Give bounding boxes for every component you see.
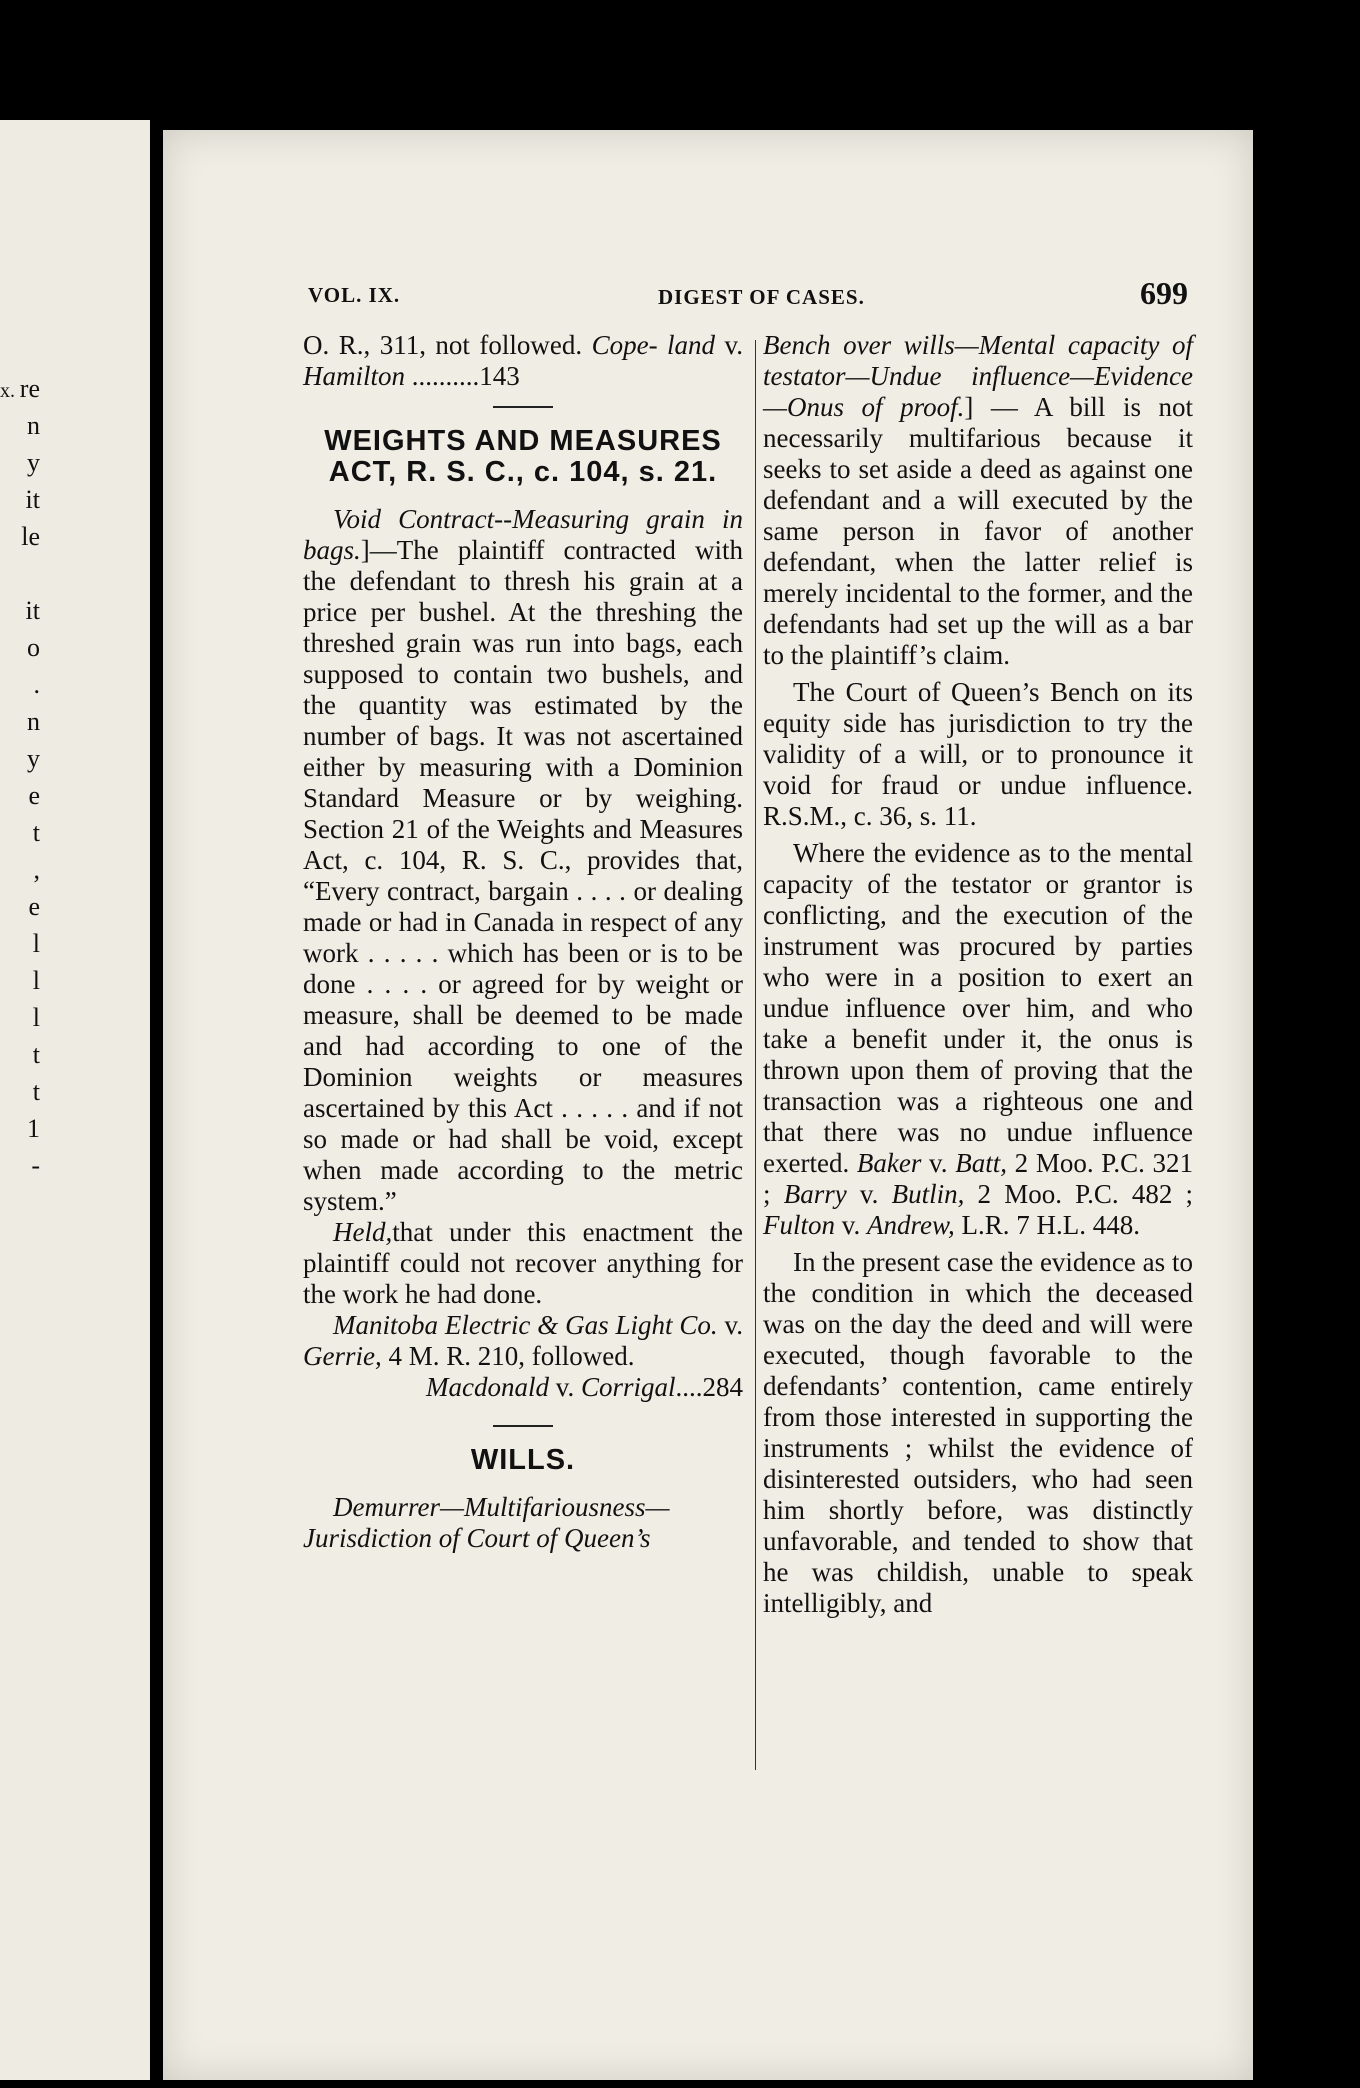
wills-continuation-paragraph	[763, 330, 1193, 671]
facing-page-fragment: n	[27, 707, 40, 736]
void-contract-title: Void Contract--Measuring grain in bags.	[303, 504, 743, 565]
cite-barry: Barry	[783, 1179, 847, 1209]
cite-moo-2: 2 Moo. P.C. 482 ;	[977, 1179, 1194, 1209]
opening-citation	[303, 330, 743, 392]
right-column	[763, 330, 1193, 1619]
opening-case-a: Cope-	[591, 330, 658, 360]
facing-page-fragment: .	[33, 670, 40, 699]
macdonald-case: Macdonald	[425, 1372, 549, 1402]
opening-text: O. R., 311, not followed.	[303, 330, 583, 360]
cite-v-1: v.	[929, 1148, 948, 1178]
facing-page-fragment: l	[32, 1003, 40, 1032]
facing-page-fragment: l	[32, 966, 40, 995]
facing-page-fragment: 1	[27, 1114, 40, 1143]
facing-page-fragment: n	[27, 411, 40, 440]
evidence-paragraph	[763, 838, 1193, 1241]
manitoba-case: Manitoba Electric & Gas Light	[333, 1310, 673, 1340]
held-paragraph	[303, 1217, 743, 1310]
corrigal-case: Corrigal	[580, 1372, 676, 1402]
column-divider	[755, 340, 756, 1770]
facing-page-fragment: l	[32, 929, 40, 958]
heading-line-2: ACT, R. S. C., c. 104, s. 21.	[328, 456, 718, 488]
wills-continuation-title: Bench over wills—Mental capacity of testator—Undue influence—Evidence—Onus of proof.	[763, 330, 1193, 422]
facing-page-fragment: le	[21, 522, 40, 551]
manitoba-gerrie: Gerrie,	[303, 1341, 382, 1371]
facing-page-fragment: re	[19, 374, 40, 403]
facing-page	[0, 120, 150, 2080]
cite-fulton: Fulton	[763, 1210, 835, 1240]
cite-batt: Batt,	[955, 1148, 1007, 1178]
opening-page-ref: ..........143	[411, 361, 520, 391]
present-case-paragraph: In the present case the evidence as to the condition in which the deceased was on the day the deed and will were executed, though favorable to the defendants’ contention, came entirely from those interested in supporting the instruments ; whilst the evidence of disinterested outsiders, who had seen him shortly before, was distinctly unfavorable, and tended to show that he was childish, unable to speak intelligibly, and	[763, 1247, 1193, 1618]
facing-page-fragment: y	[27, 744, 40, 773]
manitoba-citation	[303, 1310, 743, 1372]
macdonald-citation	[303, 1372, 743, 1403]
section-heading-weights	[303, 426, 743, 488]
void-contract-text: ]—The plaintiff contracted with the defendant to thresh his grain at a price per bushel. At the threshing the threshed grain was run into bags, each supposed to contain two bushels, and the quantity was estimated by the number of bags. It was not ascertained either by measuring with a Dominion Standard Measure or by weighing. Section 21 of the Weights and Measures Act, c. 104, R. S. C., provides that, “Every contract, bargain . . . . or dealing made or had in Canada in respect of any work . . . . . which has been or is to be done . . . . or agreed for by weight or measure, shall be deemed to be made and had according to one of the Dominion weights or measures ascertained by this Act . . . . . and if not so made or had shall be void, except when made according to the metric system.”	[303, 535, 743, 1216]
cite-baker: Baker	[856, 1148, 922, 1178]
facing-page-fragment: t	[32, 1077, 40, 1106]
evidence-text: Where the evidence as to the mental capacity of the testator or grantor is conflicting, and the execution of the instrument was procured by parties who were in a position to exert an undue influence over him, and who take a benefit under it, the onus is thrown upon them of proving that the transaction was a righteous one and that there was no undue influence exerted.	[763, 838, 1193, 1178]
manitoba-case-co: Co.	[679, 1310, 718, 1340]
page-number: 699	[1140, 275, 1188, 311]
wills-opening-title: Demurrer—Multifariousness—Jurisdiction of Court of Queen’s	[303, 1492, 670, 1553]
cite-v-2: v.	[859, 1179, 879, 1209]
section-rule-wills	[493, 1425, 553, 1427]
wills-continuation-text: ] — A bill is not necessarily multifarious because it seeks to set aside a deed as against one defendant and a will executed by the same person in favor of another defendant, when the latter relief is merely incidental to the former, and the defendants had set up the will as a bar to the plaintiff’s claim.	[763, 392, 1193, 670]
facing-page-text-fragments	[0, 370, 40, 1221]
void-contract-paragraph	[303, 504, 743, 1217]
facing-page-fragment: o	[27, 633, 40, 662]
document-page	[163, 130, 1253, 2080]
facing-page-fragment: y	[27, 448, 40, 477]
jurisdiction-paragraph: The Court of Queen’s Bench on its equity side has jurisdiction to try the validity of a will, or to pronounce it void for fraud or undue influence. R.S.M., c. 36, s. 11.	[763, 677, 1193, 831]
heading-line-1: WEIGHTS AND MEASURES	[324, 425, 722, 457]
running-header	[308, 275, 1188, 315]
cite-moo-1: 2 Moo. P.C. 321 ;	[763, 1148, 1194, 1209]
manitoba-ref: 4 M. R. 210, followed.	[388, 1341, 635, 1371]
facing-page-fragment: it	[25, 596, 40, 625]
held-label: Held,	[333, 1217, 393, 1247]
facing-page-fragment	[0, 1184, 40, 1221]
macdonald-page-ref: ....284	[675, 1372, 743, 1402]
facing-page-fragment	[0, 555, 40, 592]
section-rule	[493, 406, 553, 408]
cite-butlin: Butlin,	[891, 1179, 965, 1209]
facing-page-fragment: ,	[33, 855, 40, 884]
wills-opening	[303, 1492, 743, 1554]
facing-page-fragment: -	[31, 1151, 40, 1180]
facing-page-fragment: e	[28, 892, 40, 921]
opening-case-b: land	[667, 330, 716, 360]
manitoba-v: v.	[724, 1310, 743, 1340]
running-title: DIGEST OF CASES.	[658, 285, 865, 309]
opening-v: v.	[724, 330, 744, 360]
cite-v-3: v.	[841, 1210, 861, 1240]
volume-label: VOL. IX.	[308, 283, 401, 307]
section-heading-wills: WILLS.	[470, 1444, 576, 1476]
facing-page-header: x.	[0, 380, 15, 402]
facing-page-fragment: it	[25, 485, 40, 514]
opening-case-c: Hamilton	[303, 361, 406, 391]
facing-page-fragment: t	[32, 818, 40, 847]
cite-andrew: Andrew,	[867, 1210, 955, 1240]
cite-lr: L.R. 7 H.L. 448.	[961, 1210, 1140, 1240]
facing-page-fragment: e	[28, 781, 40, 810]
macdonald-v: v.	[555, 1372, 575, 1402]
held-text: that under this enactment the plaintiff could not recover anything for the work he had done.	[303, 1217, 743, 1309]
facing-page-fragment: t	[32, 1040, 40, 1069]
left-column	[303, 330, 743, 1554]
